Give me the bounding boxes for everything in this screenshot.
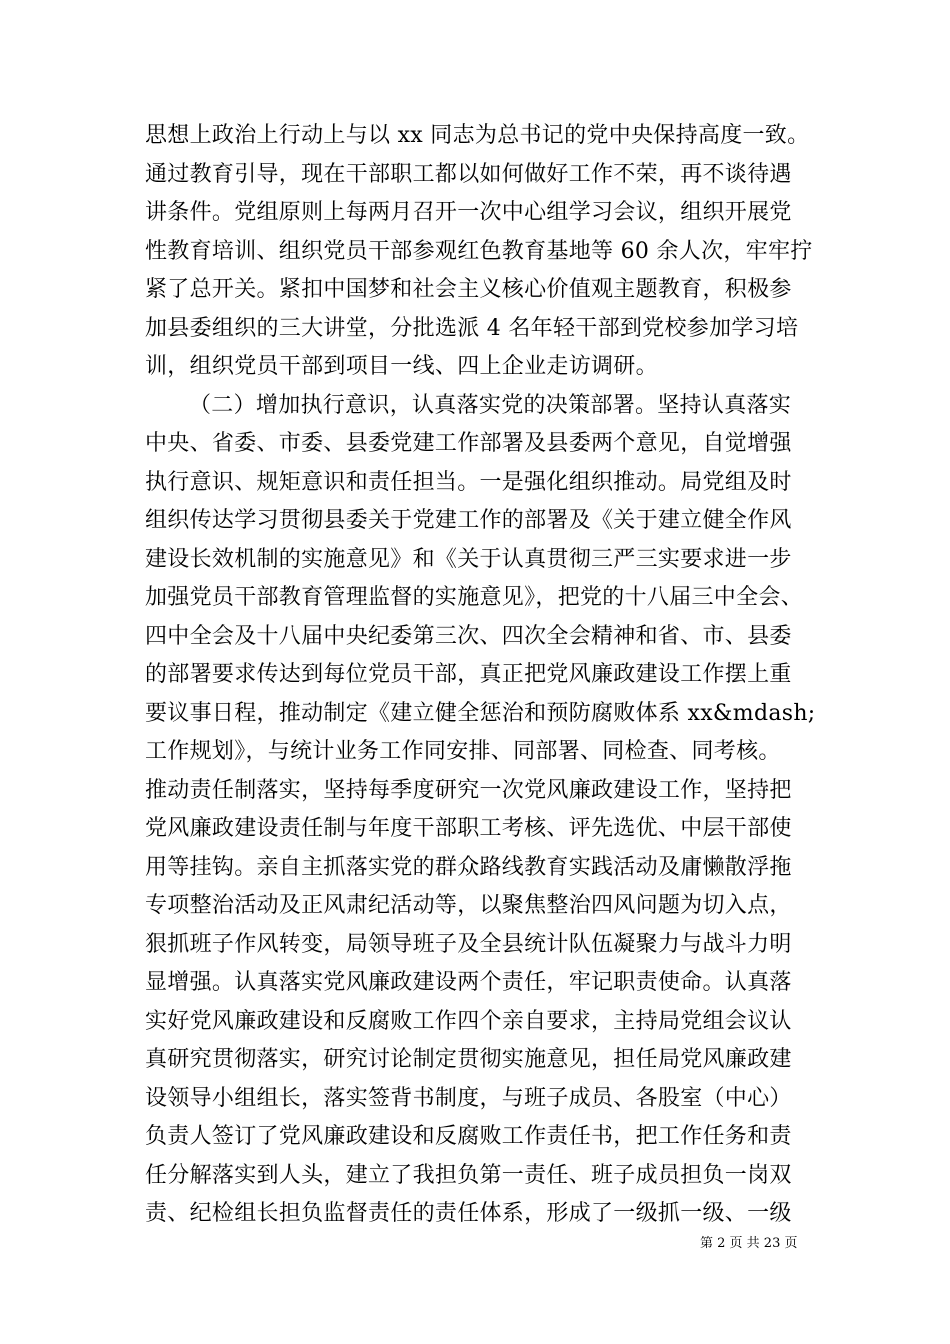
page-number-footer: 第 2 页 共 23 页	[700, 1236, 798, 1251]
text-line: 负责人签订了党风廉政建设和反腐败工作责任书，把工作任务和责	[145, 1124, 792, 1149]
text-line: 显增强。认真落实党风廉政建设两个责任，牢记职责使命。认真落	[145, 970, 792, 995]
text-line: 设领导小组组长，落实签背书制度，与班子成员、各股室（中心）	[145, 1085, 792, 1111]
text-line: 组织传达学习贯彻县委关于党建工作的部署及《关于建立健全作风	[145, 508, 792, 533]
text-line: 党风廉政建设责任制与年度干部职工考核、评先选优、中层干部使	[145, 816, 792, 841]
text-line: 思想上政治上行动上与以 xx 同志为总书记的党中央保持高度一致。	[145, 123, 810, 148]
text-line: 性教育培训、组织党员干部参观红色教育基地等 60 余人次，牢牢拧	[145, 238, 813, 264]
text-line: 推动责任制落实，坚持每季度研究一次党风廉政建设工作，坚持把	[145, 777, 792, 803]
text-line: 要议事日程，推动制定《建立健全惩治和预防腐败体系 xx&mdash;	[145, 700, 816, 726]
text-line: 紧了总开关。紧扣中国梦和社会主义核心价值观主题教育，积极参	[145, 277, 792, 302]
text-line: 加县委组织的三大讲堂，分批选派 4 名年轻干部到党校参加学习培	[145, 315, 799, 341]
text-line: 中央、省委、市委、县委党建工作部署及县委两个意见，自觉增强	[145, 431, 792, 456]
text-line: 真研究贯彻落实，研究讨论制定贯彻实施意见，担任局党风廉政建	[145, 1047, 792, 1072]
text-line: 四中全会及十八届中央纪委第三次、四次全会精神和省、市、县委	[145, 623, 792, 649]
document-body	[145, 117, 815, 1234]
text-line: 实好党风廉政建设和反腐败工作四个亲自要求，主持局党组会议认	[145, 1008, 792, 1034]
text-line: 执行意识、规矩意识和责任担当。一是强化组织推动。局党组及时	[145, 469, 792, 495]
text-line: 工作规划》，与统计业务工作同安排、同部署、同检查、同考核。	[145, 739, 781, 764]
text-line: 用等挂钩。亲自主抓落实党的群众路线教育实践活动及庸懒散浮拖	[145, 854, 792, 880]
text-line: 讲条件。党组原则上每两月召开一次中心组学习会议，组织开展党	[145, 200, 792, 225]
text-line: 专项整治活动及正风肃纪活动等，以聚焦整治四风问题为切入点，	[145, 893, 792, 918]
text-line: 狠抓班子作风转变，局领导班子及全县统计队伍凝聚力与战斗力明	[145, 931, 792, 957]
text-line: 责、纪检组长担负监督责任的责任体系，形成了一级抓一级、一级	[145, 1201, 792, 1226]
text-line: 加强党员干部教育管理监督的实施意见》，把党的十八届三中全会、	[145, 585, 804, 610]
text-line: 任分解落实到人头，建立了我担负第一责任、班子成员担负一岗双	[145, 1162, 792, 1188]
text-line: 的部署要求传达到每位党员干部，真正把党风廉政建设工作摆上重	[145, 662, 792, 687]
text-line: 建设长效机制的实施意见》和《关于认真贯彻三严三实要求进一步	[145, 546, 792, 572]
section-heading-line: （二）增加执行意识，认真落实党的决策部署。坚持认真落实	[189, 392, 792, 418]
text-line: 训，组织党员干部到项目一线、四上企业走访调研。	[145, 354, 658, 379]
text-line: 通过教育引导，现在干部职工都以如何做好工作不荣，再不谈待遇	[145, 161, 792, 187]
